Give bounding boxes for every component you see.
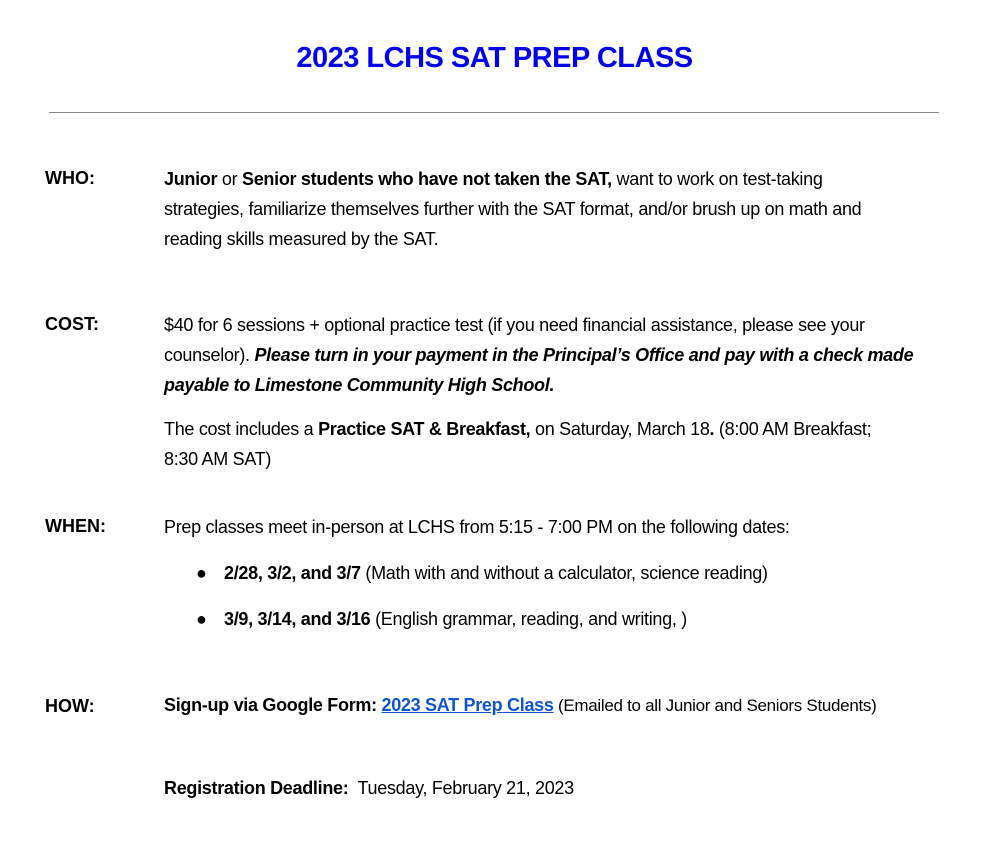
bullet-dates: 2/28, 3/2, and 3/7: [224, 563, 361, 583]
who-text: [164, 164, 884, 254]
divider: [49, 112, 939, 113]
signup-label: Sign-up via Google Form:: [164, 695, 382, 715]
page-title: 2023 LCHS SAT PREP CLASS: [296, 42, 693, 74]
cost-period: .: [709, 419, 715, 439]
when-intro: Prep classes meet in-person at LCHS from 5:15 - 7:00 PM on the following dates:: [164, 517, 790, 537]
how-note: (Emailed to all Junior and Seniors Students): [553, 696, 877, 715]
google-form-link[interactable]: 2023 SAT Prep Class: [381, 695, 554, 715]
deadline: [164, 773, 954, 803]
who-text-2: want to work on test-taking strategies, familiarize themselves further with the SAT format, and/or brush up on math and reading skills measured by the SAT.: [164, 169, 862, 249]
cost-text-1: $40 for 6 sessions + optional practice test (if you need financial assistance, please see your counselor).: [164, 315, 865, 365]
how-label: HOW:: [45, 696, 95, 716]
list-item: [196, 604, 687, 634]
list-item: [196, 558, 768, 588]
who-bold-2: Senior students who have not taken the SAT,: [242, 169, 612, 189]
who-label: WHO:: [45, 168, 95, 188]
who-text-1: or: [217, 169, 243, 189]
bullet-dates: 3/9, 3/14, and 3/16: [224, 609, 371, 629]
bullet-icon: ●: [196, 563, 207, 583]
cost-times: (8:00 AM Breakfast; 8:30 AM SAT): [164, 419, 872, 469]
who-bold-1: Junior: [164, 169, 218, 189]
bullet-desc: (Math with and without a calculator, science reading): [360, 563, 768, 583]
bullet-desc: (English grammar, reading, and writing, ): [370, 609, 687, 629]
deadline-date: Tuesday, February 21, 2023: [348, 778, 574, 798]
how-text: [164, 692, 924, 719]
cost-includes: [164, 414, 884, 474]
practice-sat-bold: Practice SAT & Breakfast,: [318, 419, 531, 439]
payment-instructions: Please turn in your payment in the Principal’s Office and pay with a check made payable to Limestone Community High School.: [164, 345, 914, 395]
when-label: WHEN:: [45, 516, 106, 536]
bullet-icon: ●: [196, 609, 207, 629]
cost-label: COST:: [45, 314, 99, 334]
cost-includes-text: The cost includes a: [164, 419, 319, 439]
cost-text: [164, 310, 954, 400]
deadline-label: Registration Deadline:: [164, 778, 349, 798]
cost-date: on Saturday, March 18: [530, 419, 710, 439]
